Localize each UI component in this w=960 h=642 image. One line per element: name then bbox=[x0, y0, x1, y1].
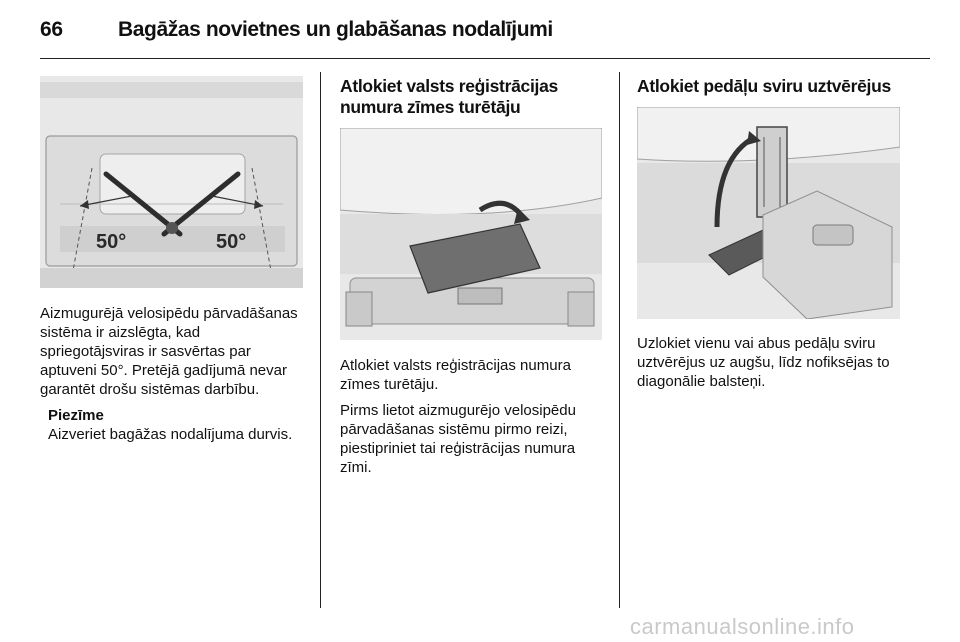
figure-tension-levers bbox=[40, 76, 303, 288]
column-3 bbox=[637, 76, 907, 390]
note-title: Piezīme bbox=[48, 407, 104, 424]
page-title: Bagāžas novietnes un glabāšanas nodalījumi bbox=[118, 18, 553, 41]
tension-levers-illustration bbox=[40, 76, 303, 288]
figure-plate-holder bbox=[340, 128, 602, 340]
watermark: carmanualsonline.info bbox=[630, 614, 855, 639]
note-block bbox=[48, 406, 308, 444]
column-divider-left bbox=[320, 72, 321, 608]
angle-label-right: 50° bbox=[216, 231, 247, 253]
angle-label-left: 50° bbox=[96, 231, 127, 253]
page-header bbox=[40, 18, 930, 48]
plate-holder-illustration bbox=[340, 128, 602, 340]
page-number: 66 bbox=[40, 18, 63, 41]
attach-plate-paragraph: Pirms lietot aizmugurējo velosipēdu pārvadāšanas sistēmu pirmo reizi, piestipriniet tai reģistrācijas numura zīmi. bbox=[340, 402, 576, 476]
unfold-plate-holder-paragraph: Atlokiet valsts reģistrācijas numura zīmes turētāju. bbox=[340, 357, 571, 393]
header-rule bbox=[40, 58, 930, 59]
pedal-catcher-paragraph: Uzlokiet vienu vai abus pedāļu sviru uztvērējus uz augšu, līdz nofiksējas to diagonālie balsteņi. bbox=[637, 335, 890, 390]
note-text: Aizveriet bagāžas nodalījuma durvis. bbox=[48, 426, 293, 443]
column-2 bbox=[340, 76, 606, 476]
column-divider-right bbox=[619, 72, 620, 608]
section-heading-pedal-catchers: Atlokiet pedāļu sviru uztvērējus bbox=[637, 76, 891, 96]
figure-pedal-catchers bbox=[637, 107, 900, 319]
pedal-catchers-illustration bbox=[637, 107, 900, 319]
section-heading-plate-holder: Atlokiet valsts reģistrācijas numura zīmes turētāju bbox=[340, 76, 558, 117]
lever-lock-paragraph: Aizmugurējā velosipēdu pārvadāšanas sistēma ir aizslēgta, kad spriegotājsviras ir sasvērtas par aptuveni 50°. Pretējā gadījumā nevar garantēt drošu sistēmas darbību. bbox=[40, 305, 298, 398]
